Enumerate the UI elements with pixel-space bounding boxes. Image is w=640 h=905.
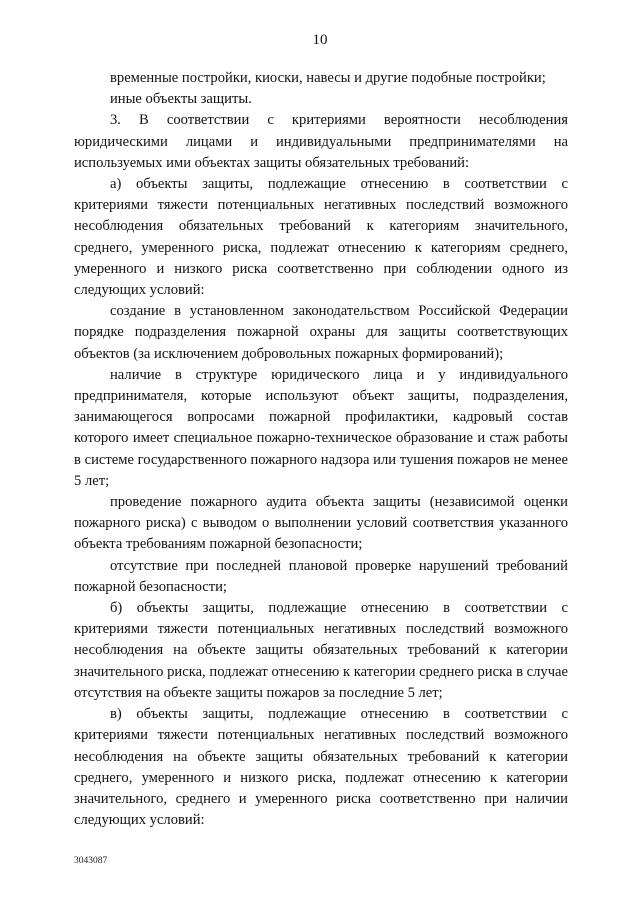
paragraph-condition-fire-unit: создание в установленном законодательством Российской Федерации порядке подразделения пожарной охраны для защиты соответствующих объектов (за исключением добровольных пожарных формирований); xyxy=(74,303,568,362)
paragraph-item-v: в) объекты защиты, подлежащие отнесению в соответствии с критериями тяжести потенциальных негативных последствий возможного несоблюдения на объекте защиты обязательных требований к категории среднего, умеренного и низкого риска, подлежат отнесению к категории значительного, среднего и умеренного риска соответственно при наличии следующих условий: xyxy=(74,706,568,829)
paragraph-item-a: а) объекты защиты, подлежащие отнесению в соответствии с критериями тяжести потенциальных негативных последствий возможного несоблюдения обязательных требований к категориям значительного, среднего, умеренного риска, подлежат отнесению к категориям среднего, умеренного и низкого риска соответственно при соблюдении одного из следующих условий: xyxy=(74,176,568,299)
paragraph-condition-prevention-staff: наличие в структуре юридического лица и у индивидуального предпринимателя, которые используют объект защиты, подразделения, занимающегося вопросами пожарной профилактики, кадровый состав которого имеет специальное пожарно-техническое образование и стаж работы в системе государственного пожарного надзора или тушения пожаров не менее 5 лет; xyxy=(74,366,568,489)
document-code: 3043087 xyxy=(74,856,108,866)
paragraph-item-b: б) объекты защиты, подлежащие отнесению в соответствии с критериями тяжести потенциальных негативных последствий возможного несоблюдения на объекте защиты обязательных требований к категории значительного риска, подлежат отнесению к категории среднего риска в случае отсутствия на объекте защиты пожаров за последние 5 лет; xyxy=(74,600,568,701)
paragraph-condition-fire-audit: проведение пожарного аудита объекта защиты (независимой оценки пожарного риска) с выводом о выполнении условий соответствия указанного объекта требованиям пожарной безопасности; xyxy=(74,494,568,553)
page-number: 10 xyxy=(312,32,328,48)
paragraph-clause-3: 3. В соответствии с критериями вероятности несоблюдения юридическими лицами и индивидуальными предпринимателями на используемых ими объектах защиты обязательных требований: xyxy=(74,112,568,171)
document-body xyxy=(74,68,568,831)
paragraph-condition-no-violations: отсутствие при последней плановой проверке нарушений требований пожарной безопасности; xyxy=(74,557,568,595)
paragraph-temporary-buildings: временные постройки, киоски, навесы и другие подобные постройки; xyxy=(110,70,546,86)
paragraph-other-objects: иные объекты защиты. xyxy=(110,91,252,108)
